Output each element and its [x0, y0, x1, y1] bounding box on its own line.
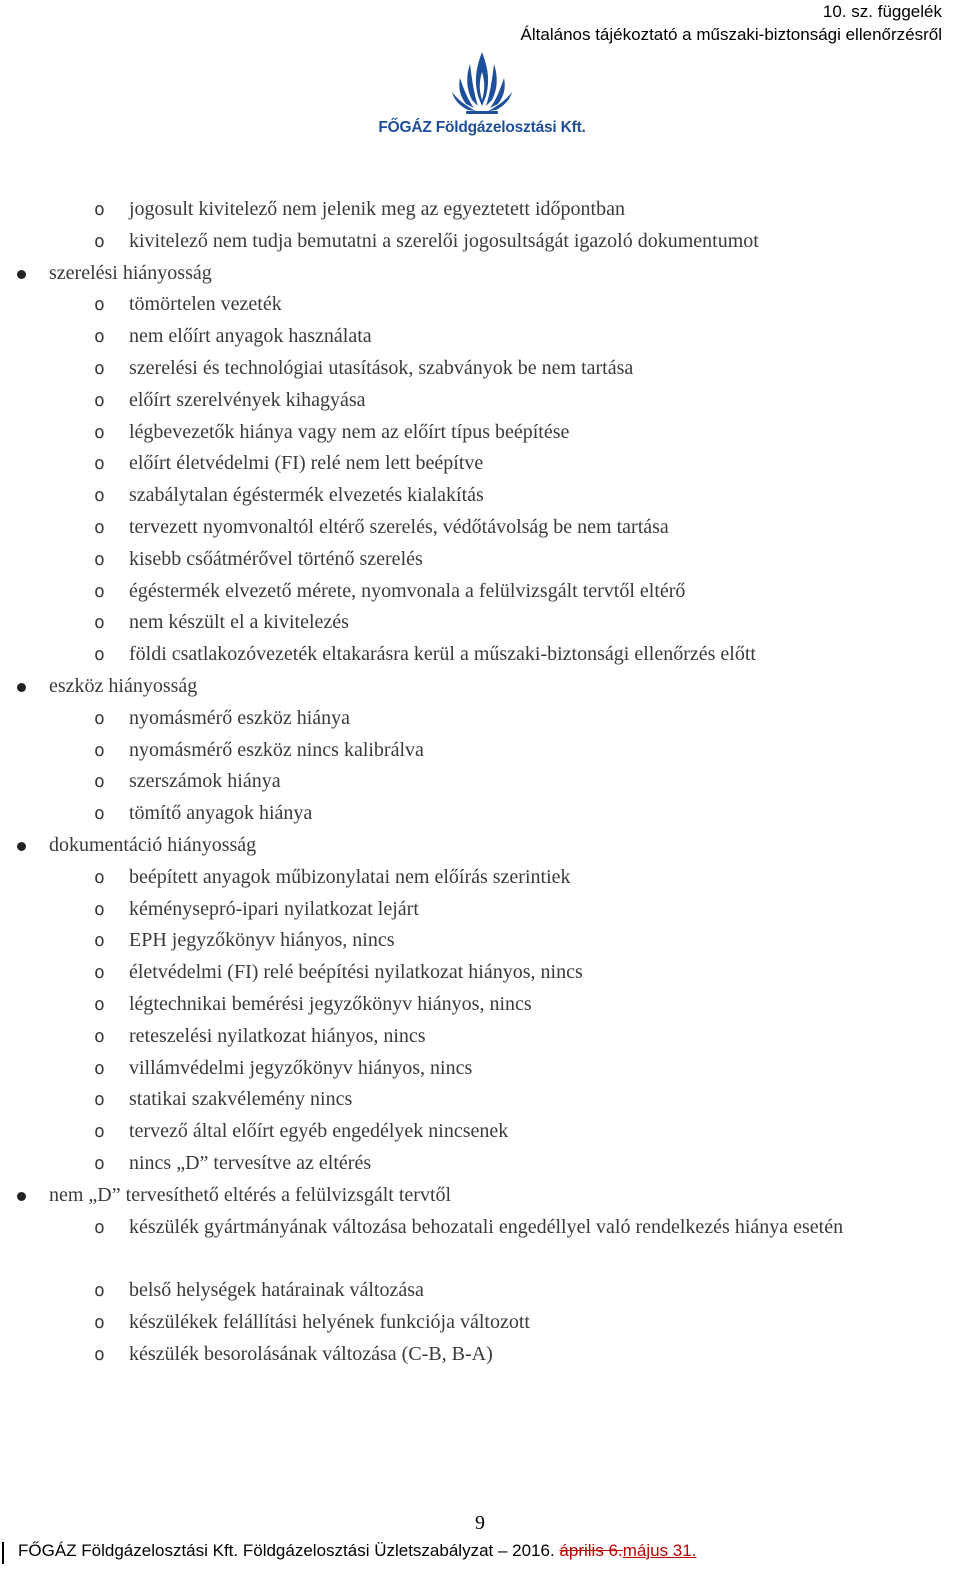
list-item-text: nem készült el a kivitelezés	[129, 611, 349, 634]
sub-bullet-marker: o	[94, 993, 105, 1015]
list-item-text: statikai szakvélemény nincs	[129, 1088, 353, 1111]
list-item-text: légtechnikai bemérési jegyzőkönyv hiányos, nincs	[129, 992, 532, 1015]
list-item-text: légbevezetők hiánya vagy nem az előírt típus beépítése	[129, 420, 570, 443]
sub-list-item	[0, 639, 960, 671]
sub-list-item	[0, 448, 960, 480]
sub-list-item	[0, 862, 960, 894]
list-item-text: belső helységek határainak változása	[129, 1279, 424, 1302]
sub-bullet-marker: o	[94, 326, 105, 348]
sub-bullet-marker: o	[94, 421, 105, 443]
sub-list-item	[0, 385, 960, 417]
sub-bullet-marker: o	[94, 866, 105, 888]
sub-bullet-marker: o	[94, 1025, 105, 1047]
list-item-text: készülék gyártmányának változása behozatali engedéllyel való rendelkezés hiánya esetén	[129, 1215, 844, 1238]
company-logo	[362, 50, 602, 142]
list-item-text: dokumentáció hiányosság	[49, 833, 257, 856]
sub-list-item	[0, 1307, 960, 1339]
list-item-text: szabálytalan égéstermék elvezetés kialakítás	[129, 484, 484, 507]
list-item-text: tömítő anyagok hiánya	[129, 802, 313, 825]
sub-bullet-marker: o	[94, 644, 105, 666]
sub-list-item	[0, 1084, 960, 1116]
sub-list-item	[0, 925, 960, 957]
list-item-text: villámvédelmi jegyzőkönyv hiányos, nincs	[129, 1056, 473, 1079]
sub-list-item	[0, 576, 960, 608]
header-subtitle: Általános tájékoztató a műszaki-biztonsági ellenőrzésről	[520, 25, 942, 44]
sub-list-item	[0, 353, 960, 385]
sub-bullet-marker: o	[94, 453, 105, 475]
sub-list-item	[0, 894, 960, 926]
list-item-text: előírt életvédelmi (FI) relé nem lett beépítve	[129, 452, 484, 475]
sub-bullet-marker: o	[94, 1280, 105, 1302]
sub-bullet-marker: o	[94, 1216, 105, 1238]
list-item-text: nincs „D” tervesítve az eltérés	[129, 1151, 372, 1174]
list-item-text: előírt szerelvények kihagyása	[129, 388, 366, 411]
sub-list-item	[0, 289, 960, 321]
sub-bullet-marker: o	[94, 707, 105, 729]
sub-bullet-marker: o	[94, 199, 105, 220]
list-item-text: szerelési és technológiai utasítások, szabványok be nem tartása	[129, 356, 634, 379]
list-item-text: beépített anyagok műbizonylatai nem előírás szerintiek	[129, 865, 571, 888]
footer-inserted-date: május 31.	[622, 1541, 697, 1560]
list-item-text: tervező által előírt egyéb engedélyek nincsenek	[129, 1120, 509, 1143]
page-number: 9	[475, 1512, 485, 1534]
sub-list-item	[0, 1339, 960, 1371]
list-item-text: nem előírt anyagok használata	[129, 325, 372, 348]
document-body	[0, 194, 960, 1370]
sub-bullet-marker: o	[94, 485, 105, 507]
sub-list-item	[0, 1053, 960, 1085]
sub-list-item	[0, 798, 960, 830]
sub-bullet-marker: o	[94, 1343, 105, 1365]
sub-list-item	[0, 194, 960, 226]
footer-deleted-date: április 6.	[559, 1541, 623, 1560]
sub-bullet-marker: o	[94, 930, 105, 952]
list-item-text: kivitelező nem tudja bemutatni a szerelői jogosultságát igazoló dokumentumot	[129, 229, 759, 252]
list-item-text: szerelési hiányosság	[49, 261, 212, 284]
sub-list-item	[0, 703, 960, 735]
sub-bullet-marker: o	[94, 389, 105, 411]
sub-list-item	[0, 607, 960, 639]
sub-bullet-marker: o	[94, 1152, 105, 1174]
sub-list-item	[0, 1116, 960, 1148]
sub-bullet-marker: o	[94, 294, 105, 316]
sub-list-item	[0, 480, 960, 512]
flame-logo-icon	[362, 50, 602, 120]
list-item-text: kéménysepró-ipari nyilatkozat lejárt	[129, 897, 419, 920]
sub-bullet-marker: o	[94, 898, 105, 920]
list-item-text: eszköz hiányosság	[49, 674, 198, 697]
sub-list-item	[0, 989, 960, 1021]
sub-bullet-marker: o	[94, 1121, 105, 1143]
list-item-text: kisebb csőátmérővel történő szerelés	[129, 547, 423, 570]
logo-text: FŐGÁZ Földgázelosztási Kft.	[378, 119, 586, 136]
sub-bullet-marker: o	[94, 771, 105, 793]
list-item-text: égéstermék elvezető mérete, nyomvonala a felülvizsgált tervtől eltérő	[129, 579, 686, 602]
sub-bullet-marker: o	[94, 357, 105, 379]
sub-list-item	[0, 735, 960, 767]
sub-list-item	[0, 957, 960, 989]
appendix-label: 10. sz. függelék	[822, 2, 942, 21]
sub-list-item	[0, 1148, 960, 1180]
list-item-text: nem „D” tervesíthető eltérés a felülvizsgált tervtől	[49, 1183, 452, 1206]
list-item-text: tömörtelen vezeték	[129, 293, 282, 316]
page-header	[521, 0, 942, 46]
page-footer	[18, 1541, 696, 1561]
sub-list-item	[0, 417, 960, 449]
footer-text: FŐGÁZ Földgázelosztási Kft. Földgázelosztási Üzletszabályzat – 2016.	[18, 1541, 555, 1560]
sub-list-item	[0, 1275, 960, 1307]
list-item-text: szerszámok hiánya	[129, 770, 281, 793]
list-item	[0, 671, 960, 703]
sub-bullet-marker: o	[94, 739, 105, 761]
bullet-icon	[17, 1192, 26, 1201]
list-item	[0, 1180, 960, 1212]
sub-list-item	[0, 321, 960, 353]
list-item-text: készülék besorolásának változása (C-B, B-A)	[129, 1342, 493, 1365]
list-item-text: jogosult kivitelező nem jelenik meg az egyeztetett időpontban	[129, 198, 625, 220]
list-item-text: életvédelmi (FI) relé beépítési nyilatkozat hiányos, nincs	[129, 961, 583, 984]
sub-list-item	[0, 1021, 960, 1053]
list-item-text: tervezett nyomvonaltól eltérő szerelés, védőtávolság be nem tartása	[129, 515, 669, 538]
list-item-text: nyomásmérő eszköz nincs kalibrálva	[129, 738, 424, 761]
sub-bullet-marker: o	[94, 516, 105, 538]
sub-bullet-marker: o	[94, 580, 105, 602]
sub-bullet-marker: o	[94, 962, 105, 984]
list-item	[0, 258, 960, 290]
list-item-text: földi csatlakozóvezeték eltakarásra kerül a műszaki-biztonsági ellenőrzés előtt	[129, 643, 756, 666]
list-item	[0, 830, 960, 862]
list-item-text: EPH jegyzőkönyv hiányos, nincs	[129, 929, 395, 952]
sub-list-item	[0, 512, 960, 544]
sub-bullet-marker: o	[94, 230, 105, 252]
list-item-text: készülékek felállítási helyének funkciója változott	[129, 1310, 530, 1333]
list-item-text: nyomásmérő eszköz hiánya	[129, 706, 351, 729]
sub-list-item	[0, 544, 960, 576]
revision-bar	[2, 1542, 4, 1564]
sub-bullet-marker: o	[94, 803, 105, 825]
sub-bullet-marker: o	[94, 612, 105, 634]
bullet-icon	[17, 842, 26, 851]
sub-bullet-marker: o	[94, 548, 105, 570]
bullet-icon	[17, 683, 26, 692]
sub-bullet-marker: o	[94, 1311, 105, 1333]
bullet-icon	[17, 270, 26, 279]
sub-list-item	[0, 766, 960, 798]
sub-bullet-marker: o	[94, 1089, 105, 1111]
sub-bullet-marker: o	[94, 1057, 105, 1079]
sub-list-item	[0, 226, 960, 258]
list-item-text: reteszelési nyilatkozat hiányos, nincs	[129, 1024, 426, 1047]
sub-list-item	[0, 1212, 960, 1276]
